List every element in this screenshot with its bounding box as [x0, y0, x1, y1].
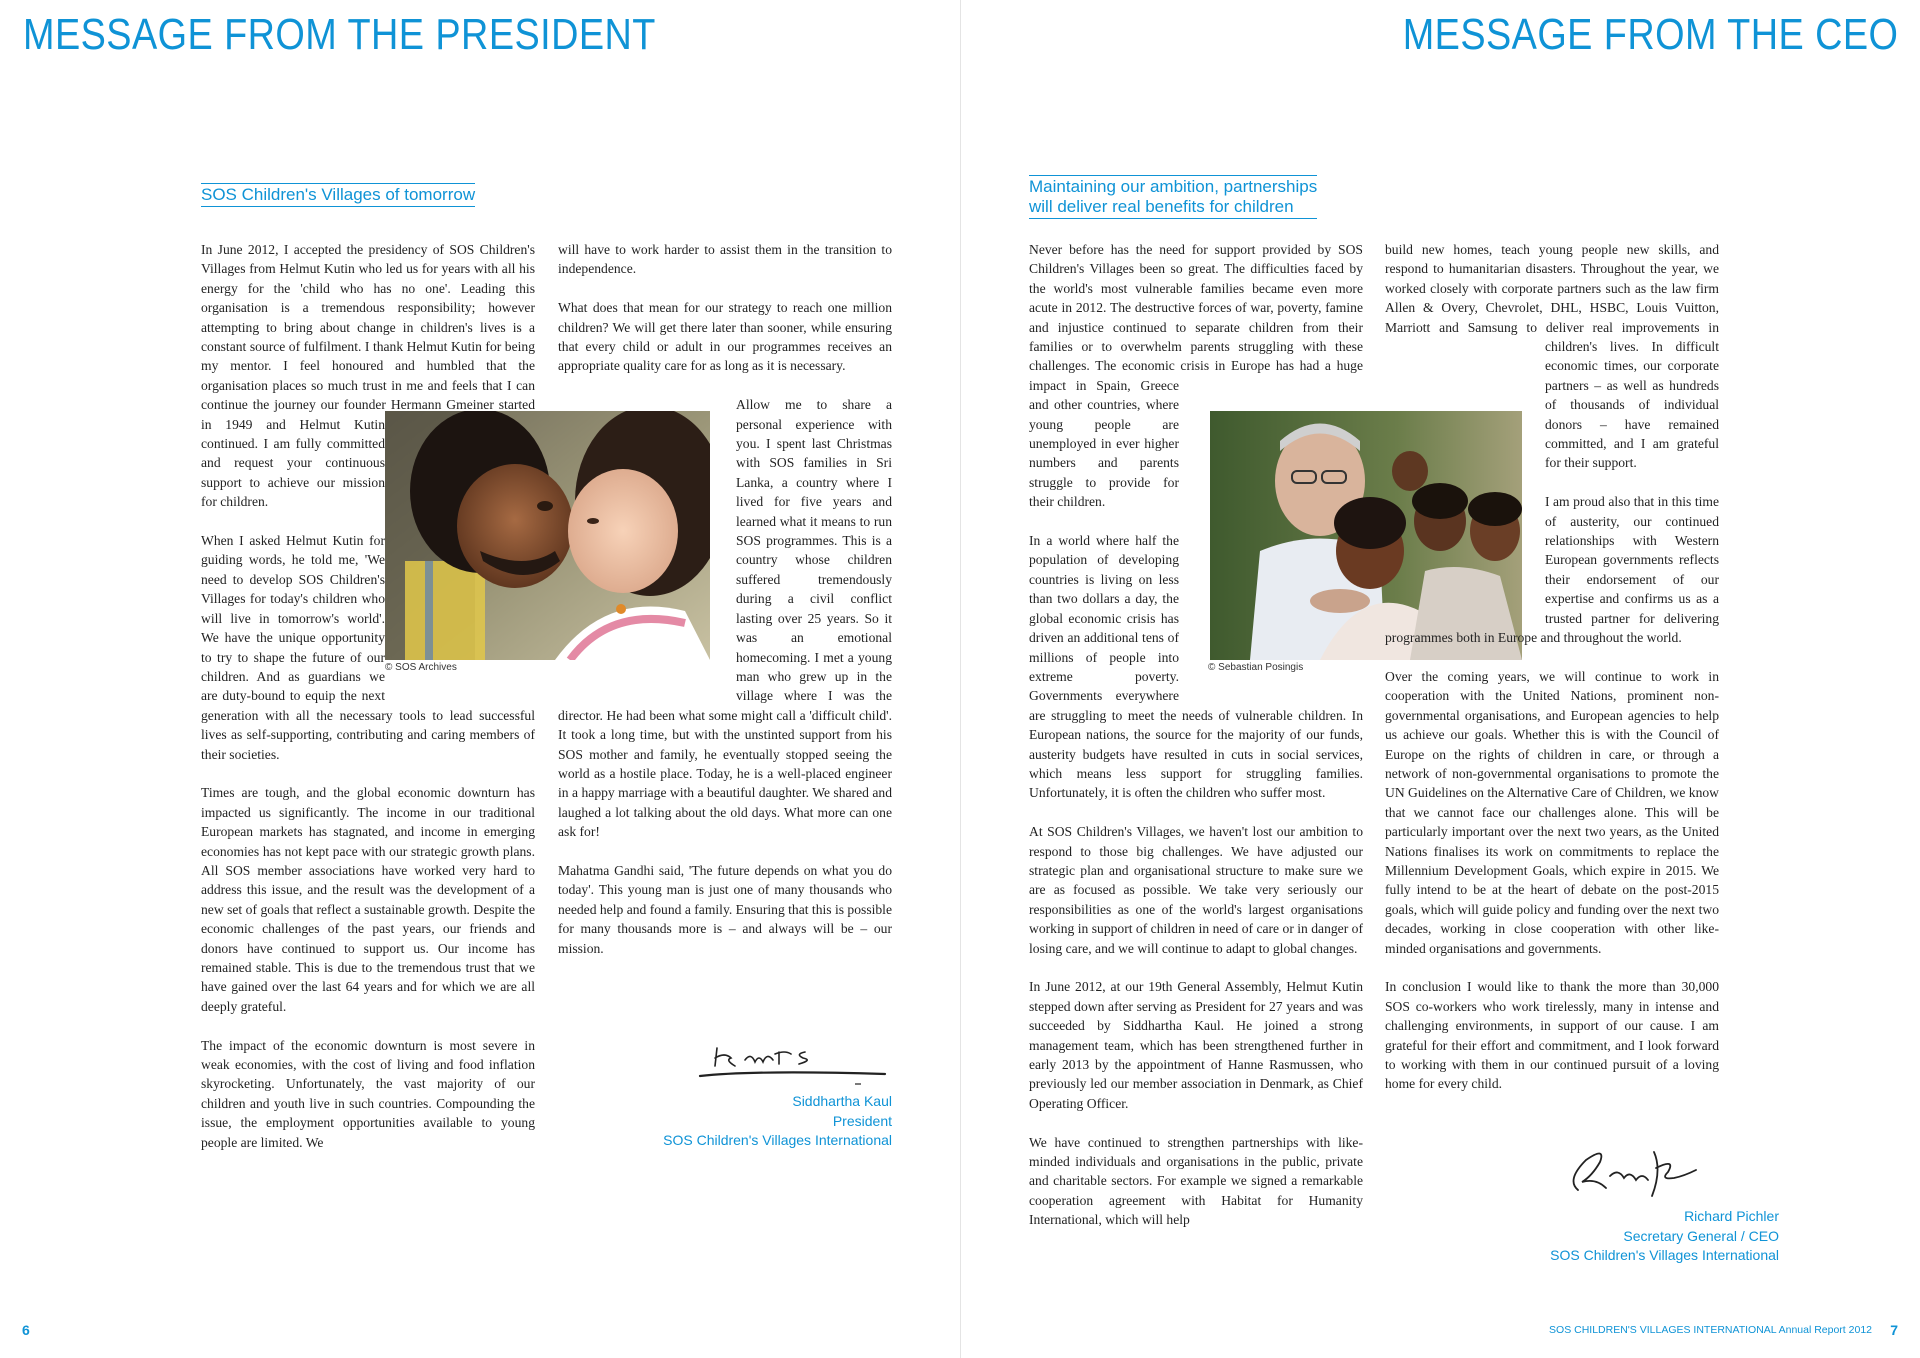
page-number-left: 6 — [22, 1322, 30, 1338]
paragraph: When I asked Helmut Kutin for guiding words, he told me, 'We need to develop SOS Children's Villages for today's children who will live in tomorrow's world'. We have the unique opportunity to try to shape the future of our children. And as guardians we are duty-bound to equip the next generation with all the necessary tools to lead successful lives as self-supporting, contributing and caring members of their societies. — [201, 533, 535, 762]
paragraph: What does that mean for our strategy to reach one million children? We will get there later than sooner, while ensuring that every child or adult in our programmes receives an appropriate quality care for as long as it is necessary. — [558, 300, 892, 374]
page-title-ceo: MESSAGE FROM THE CEO — [1402, 10, 1898, 59]
paragraph: Never before has the need for support provided by SOS Children's Villages been so great. The difficulties faced by the world's most vulnerable families became even more acute in 2012. The destructive forces of war, poverty, famine and injustice continued to separate children from their families or to overwhelm parents struggling with these challenges. The economic crisis in Europe has had a huge impact in Spain, Greece and other countries, where young people are unemployed in ever higher numbers and parents struggle to provide for their children. — [1029, 242, 1363, 510]
photo-wrap-spacer — [558, 395, 736, 690]
section-heading-line-2: will deliver real benefits for children — [1029, 197, 1294, 216]
signatory-role: Secretary General / CEO — [1623, 1227, 1779, 1244]
paragraph: In June 2012, I accepted the presidency of SOS Children's Villages from Helmut Kutin who led us for years with all his energy for the 'child who has no one'. Leading this organisation is a tremendous responsibility; however attempting to bring about change in children's lives is a constant source of fulfilment. I thank Helmut Kutin for being my mentor. I feel honoured and humbled that the organisation places so much trust in me and feels that I can continue the journey our founder Hermann Gmeiner started in 1949 and Helmut Kutin continued. I am fully committed and request your continuous support to achieve our mission for children. — [201, 242, 535, 510]
paragraph: In a world where half the population of developing countries is living on less than two dollars a day, the global economic crisis has driven an additional tens of millions of people into extreme poverty. Governments everywhere are struggling to meet the needs of vulnerable children. In European nations, the source for the majority of our funds, austerity budgets have resulted in cuts in social services, which means less support for struggling families. Unfortunately, it is often the children who suffer most. — [1029, 533, 1363, 801]
signatory-org: SOS Children's Villages International — [663, 1132, 892, 1148]
ceo-column-1 — [1029, 240, 1363, 1230]
photo-wrap-spacer — [1385, 356, 1545, 610]
paragraph: At SOS Children's Villages, we haven't lost our ambition to respond to those big challenges. We have adjusted our strategic plan and organisational structure to make sure we are as focused as possible. We take very seriously our responsibilities as one of the world's largest organisations working in support of children in need of care or in danger of losing care, and we will continue to adapt to global changes. — [1029, 824, 1363, 956]
signatory-role: President — [832, 1112, 892, 1129]
page-title-president: MESSAGE FROM THE PRESIDENT — [23, 10, 656, 59]
paragraph: I am proud also that in this time of austerity, our continued relationships with Western European governments reflects their endorsement of our expertise and confirms us as a trusted partner for delivering programmes both in Europe and throughout the world. — [1385, 494, 1719, 646]
photo-wrap-spacer — [385, 415, 535, 690]
paragraph: Mahatma Gandhi said, 'The future depends on what you do today'. This young man is just one of many thousands who needed help and found a family. Ensuring that this is possible for many thousands more is – and always will be – our mission. — [558, 862, 892, 956]
section-heading-president — [201, 183, 475, 207]
right-page — [961, 0, 1920, 1358]
president-column-2 — [558, 240, 892, 958]
paragraph: will have to work harder to assist them in the transition to independence. — [558, 242, 892, 277]
paragraph: We have continued to strengthen partnerships with like-minded individuals and organisations in the public, private and charitable sectors. For example we signed a remarkable cooperation agreement with Habitat for Humanity International, which will help — [1029, 1134, 1363, 1228]
paragraph: Over the coming years, we will continue to work in cooperation with the United Nations, prominent non-governmental organisations, and European agencies to help us achieve our goals. Whether this is with the Council of Europe on the rights of children in care, or through a network of non-governmental organisations to promote the UN Guidelines on the Alternative Care of Children, we know that we cannot face our challenges alone. This will be particularly important over the next two years, as the United Nations finalises its work on commitments to replace the Millennium Development Goals, which expire in 2015. We fully intend to be at the heart of debate on the post-2015 goals, which will guide policy and funding over the next two decades, working in close cooperation with other like-minded organisations and governments. — [1385, 668, 1719, 956]
president-signature — [695, 1030, 895, 1090]
section-heading-ceo — [1029, 175, 1317, 219]
paragraph: build new homes, teach young people new skills, and respond to humanitarian disasters. Throughout the year, we worked closely with corporate partners such as the law firm Allen & Overy, Chevrolet, DHL, HSBC, Louis Vuitton, Marriott and Samsung to deliver real improvements in children's lives. In difficult economic times, our corporate partners – as well as hundreds of thousands of individual donors – have remained committed, and I am grateful for their support. — [1385, 242, 1719, 471]
photo-credit-president: © SOS Archives — [385, 662, 457, 673]
president-column-1 — [201, 240, 535, 1152]
page-number-right: 7 — [1890, 1322, 1898, 1338]
paragraph: In June 2012, at our 19th General Assembly, Helmut Kutin stepped down after serving as President for 27 years and was succeeded by Siddhartha Kaul. He joined a strong management team, which has been strengthened further in early 2013 by the appointment of Hanne Rasmussen, who previously led our member association in Denmark, as Chief Operating Officer. — [1029, 979, 1363, 1111]
photo-wrap-spacer — [1179, 395, 1363, 690]
ceo-signature — [1556, 1140, 1716, 1210]
section-heading-line: SOS Children's Villages of tomorrow — [201, 185, 476, 204]
signatory-org: SOS Children's Villages International — [1550, 1247, 1779, 1263]
ceo-column-2 — [1385, 240, 1719, 1094]
section-heading-line-1: Maintaining our ambition, partnerships — [1029, 177, 1318, 196]
footer-report-title: SOS CHILDREN'S VILLAGES INTERNATIONAL Annual Report 2012 — [1549, 1324, 1872, 1336]
photo-credit-ceo: © Sebastian Posingis — [1208, 662, 1304, 673]
paragraph: The impact of the economic downturn is most severe in weak economies, with the cost of living and food inflation skyrocketing. Unfortunately, the vast majority of our children and youth live in such countries. Compounding the issue, the employment opportunities available to young people are limited. We — [201, 1037, 535, 1150]
ceo-signature-block — [1550, 1207, 1779, 1266]
president-signature-block — [663, 1092, 892, 1151]
signatory-name: Siddhartha Kaul — [792, 1093, 892, 1109]
signatory-name: Richard Pichler — [1684, 1208, 1779, 1224]
paragraph: Allow me to share a personal experience with you. I spent last Christmas with SOS families in Sri Lanka, a country where I lived for five years and learned what it means to run SOS programmes. This is a country whose children suffered tremendously during a civil conflict lasting over 25 years. So it was an emotional homecoming. I met a young man who grew up in the village where I was the director. He had been what some might call a 'difficult child'. It took a long time, but with the unstinted support from his SOS mother and family, he eventually stopped seeing the world as a hostile place. Today, he is a well-placed engineer in a happy marriage with a beautiful daughter. We shared and laughed a lot talking about the old days. What more can one ask for! — [558, 397, 892, 840]
paragraph: In conclusion I would like to thank the more than 30,000 SOS co-workers who work tirelessly, many in intense and challenging environments, in support of our cause. I am grateful for their effort and commitment, and I look forward to working with them in our continued pursuit of a loving home for every child. — [1385, 979, 1719, 1092]
paragraph: Times are tough, and the global economic downturn has impacted us significantly. The income in our traditional European markets has stagnated, and income in emerging economies has not kept pace with our strategic growth plans. All SOS member associations have worked very hard to address this issue, and the result was the development of a new set of goals that reflect a sustainable growth. Despite the economic challenges of the past years, our friends and donors have continued to support us. Our income has remained stable. This is due to the tremendous trust that we have gained over the last 64 years and for which we are all deeply grateful. — [201, 785, 535, 1014]
